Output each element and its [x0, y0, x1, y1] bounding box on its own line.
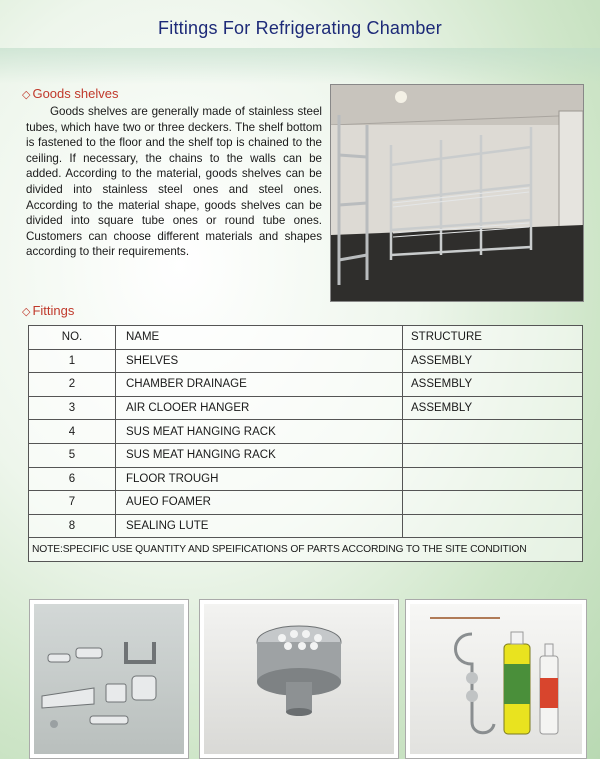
- table-row: [29, 373, 583, 397]
- row-structure: ASSEMBLY: [403, 396, 583, 420]
- row-name: AIR CLOOER HANGER: [116, 396, 403, 420]
- drain-photo: [200, 600, 398, 758]
- diamond-icon: ◇: [22, 306, 31, 318]
- fittings-heading: [22, 303, 74, 318]
- row-name: AUEO FOAMER: [116, 491, 403, 515]
- row-no: 4: [29, 420, 116, 444]
- row-no: 3: [29, 396, 116, 420]
- rack-foamer-lute-photo: [406, 600, 586, 758]
- drain-illustration: [204, 604, 394, 754]
- goods-shelves-paragraph: Goods shelves are generally made of stainless steel tubes, which have two or three deckers. The shelf bottom is fastened to the floor and the shelf top is chained to the ceiling. If necessary, the chains to the walls can be added. According to the material, goods shelves can be divided into stainless steel ones and steel ones. According to the material shape, goods shelves can be divided into square tube ones or round tube ones. Customers can choose different materials and shapes according to their requirements.: [26, 105, 322, 259]
- fittings-table: [28, 325, 583, 562]
- row-structure: [403, 443, 583, 467]
- row-no: 1: [29, 349, 116, 373]
- goods-shelves-heading-text: Goods shelves: [32, 86, 119, 101]
- table-row: [29, 467, 583, 491]
- row-no: 7: [29, 491, 116, 515]
- row-no: 5: [29, 443, 116, 467]
- row-no: 2: [29, 373, 116, 397]
- row-name: SEALING LUTE: [116, 514, 403, 538]
- shelves-photo: [330, 84, 584, 302]
- row-structure: ASSEMBLY: [403, 373, 583, 397]
- row-structure: ASSEMBLY: [403, 349, 583, 373]
- row-structure: [403, 467, 583, 491]
- rack-foamer-lute-illustration: [410, 604, 582, 754]
- table-row: [29, 443, 583, 467]
- table-row: [29, 396, 583, 420]
- note-row: [29, 538, 583, 562]
- row-structure: [403, 491, 583, 515]
- column-header-no: NO.: [29, 326, 116, 350]
- table-note: NOTE:SPECIFIC USE QUANTITY AND SPEIFICATIONS OF PARTS ACCORDING TO THE SITE CONDITION: [29, 538, 583, 562]
- row-structure: [403, 514, 583, 538]
- column-header-name: NAME: [116, 326, 403, 350]
- table-row: [29, 349, 583, 373]
- row-name: SHELVES: [116, 349, 403, 373]
- table-header-row: [29, 326, 583, 350]
- page-title: Fittings For Refrigerating Chamber: [158, 18, 442, 38]
- hardware-parts-illustration: [34, 604, 184, 754]
- table-row: [29, 491, 583, 515]
- row-name: SUS MEAT HANGING RACK: [116, 443, 403, 467]
- row-no: 6: [29, 467, 116, 491]
- hardware-parts-photo: [30, 600, 188, 758]
- row-name: CHAMBER DRAINAGE: [116, 373, 403, 397]
- shelves-illustration: [331, 85, 583, 301]
- table-row: [29, 420, 583, 444]
- fittings-heading-text: Fittings: [32, 303, 75, 318]
- diamond-icon: ◇: [22, 89, 31, 101]
- column-header-structure: STRUCTURE: [403, 326, 583, 350]
- goods-shelves-heading: [22, 86, 118, 101]
- row-name: SUS MEAT HANGING RACK: [116, 420, 403, 444]
- row-structure: [403, 420, 583, 444]
- title-band: [0, 48, 600, 84]
- table-row: [29, 514, 583, 538]
- row-name: FLOOR TROUGH: [116, 467, 403, 491]
- row-no: 8: [29, 514, 116, 538]
